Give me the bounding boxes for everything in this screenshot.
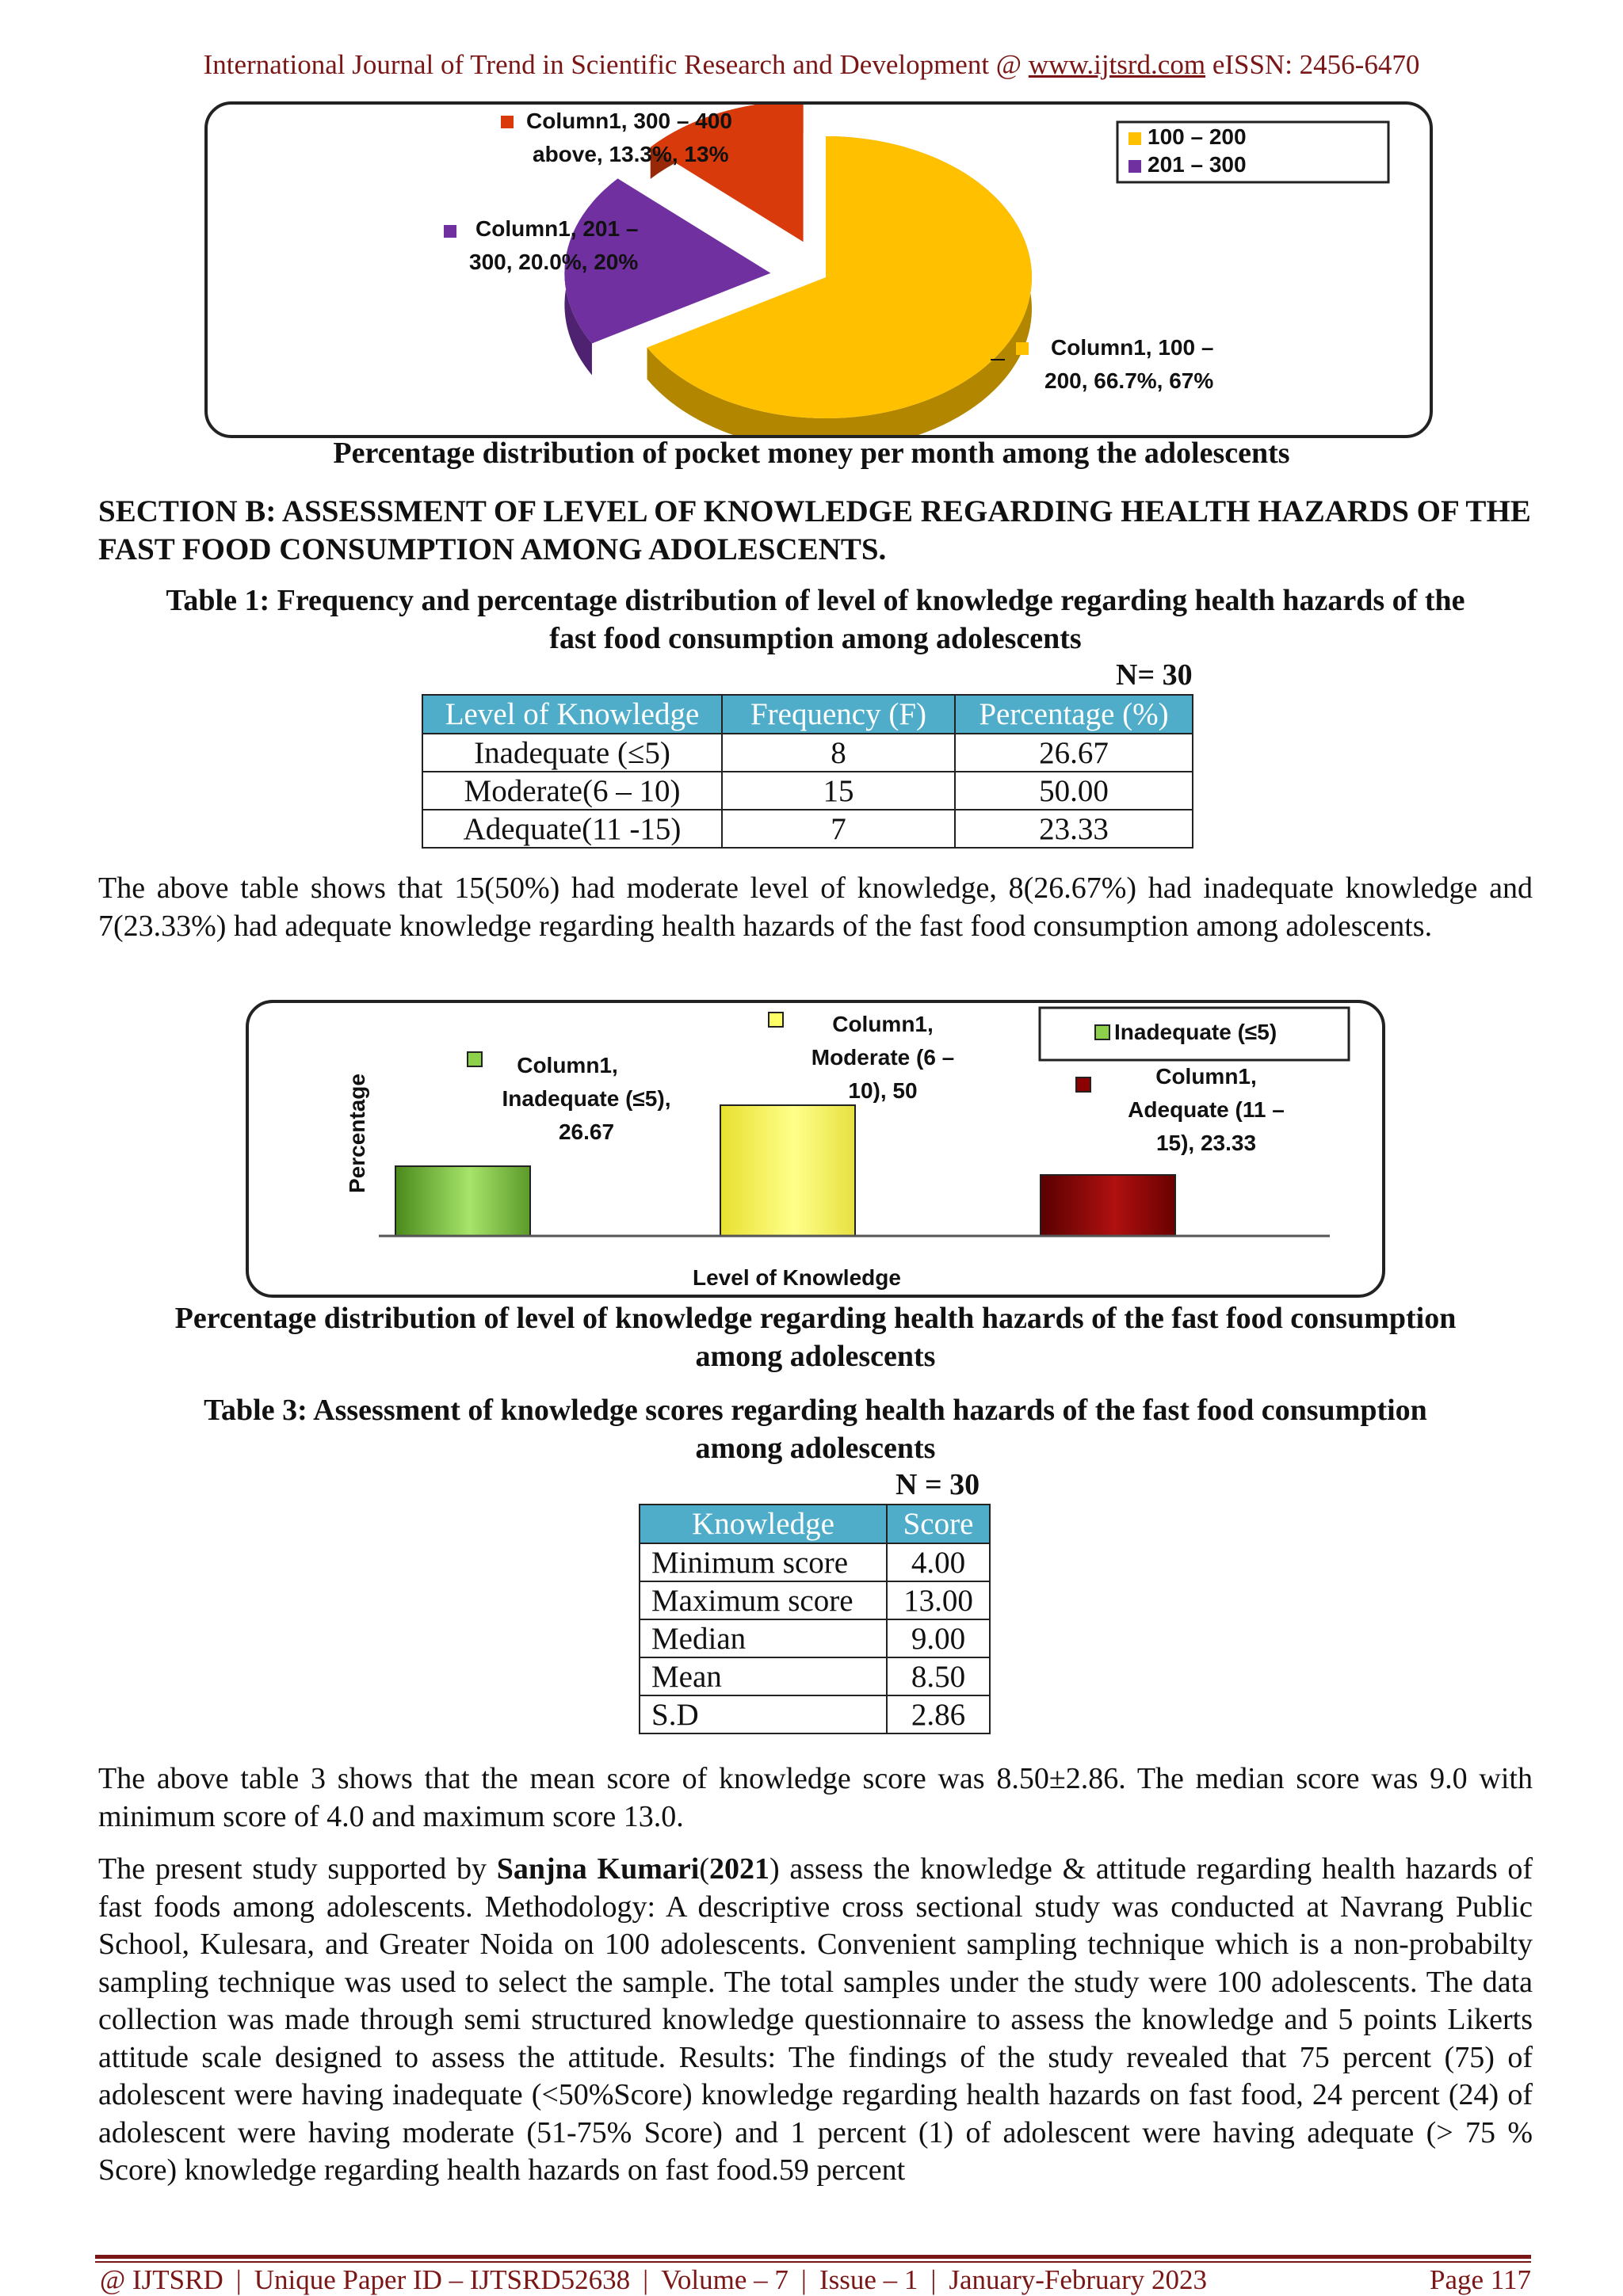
table1-cell: 7 <box>722 810 955 848</box>
bar-label-1-line2: Moderate (6 – <box>811 1045 955 1070</box>
bar-label-1-line1: Column1, <box>832 1012 934 1036</box>
bar-label-0-line1: Column1, <box>517 1053 618 1077</box>
bar-chart-frame <box>246 1000 1385 1298</box>
x-axis-label: Level of Knowledge <box>693 1265 901 1290</box>
pie-label-swatch-1 <box>444 225 456 238</box>
table3-cell: 8.50 <box>887 1657 990 1695</box>
journal-header <box>0 49 1623 81</box>
table3-cell: 4.00 <box>887 1543 990 1581</box>
bar-legend-label: Inadequate (≤5) <box>1114 1020 1277 1044</box>
journal-name: International Journal of Trend in Scientific Research and Development @ <box>203 49 1029 80</box>
table-row <box>640 1543 990 1581</box>
table3-header-row <box>640 1505 990 1543</box>
bar-label-swatch-2 <box>1076 1077 1090 1092</box>
table3-header-knowledge: Knowledge <box>640 1505 887 1543</box>
pie-label-0-line2: above, 13.3%, 13% <box>533 142 729 166</box>
y-axis-label: Percentage <box>345 1074 369 1193</box>
pie-label-1-line1: Column1, 201 – <box>475 216 639 241</box>
table1-title-line2: fast food consumption among adolescents <box>549 622 1082 655</box>
table3-cell: S.D <box>640 1695 887 1733</box>
para3-before: The present study supported by <box>98 1852 497 1886</box>
footer-page: Page 117 <box>1430 2264 1531 2295</box>
table1-header-row <box>422 695 1193 734</box>
pie-label-swatch-0 <box>501 116 514 128</box>
paragraph-table3-summary: The above table 3 shows that the mean score of knowledge score was 8.50±2.86. The median score was 9.0 with minimum score of 4.0 and maximum score 13.0. <box>98 1762 1533 1833</box>
pie-legend-swatch-0 <box>1128 132 1141 145</box>
pie-label-swatch-2 <box>1016 342 1029 355</box>
table1-title <box>98 582 1533 658</box>
pie-label-2-line1: Column1, 100 – <box>1051 335 1214 360</box>
table1-title-line1: Table 1: Frequency and percentage distribution of level of knowledge regarding health hazards of the <box>166 584 1465 617</box>
table-row <box>422 772 1193 810</box>
journal-url-link[interactable]: www.ijtsrd.com <box>1028 49 1206 80</box>
footer-volume: Volume – 7 <box>661 2264 789 2295</box>
pie-chart <box>208 105 1430 435</box>
table3-cell: 9.00 <box>887 1619 990 1657</box>
table1-header-level: Level of Knowledge <box>422 695 722 734</box>
figure1-caption: Percentage distribution of pocket money per month among the adolescents <box>333 437 1290 470</box>
para3-author: Sanjna Kumari <box>496 1852 700 1886</box>
table-row <box>640 1581 990 1619</box>
table3-n-label: N = 30 <box>896 1468 980 1501</box>
table3-cell: Minimum score <box>640 1543 887 1581</box>
pie-label-2-line2: 200, 66.7%, 67% <box>1044 368 1214 393</box>
table-row <box>640 1657 990 1695</box>
bar-label-2-line3: 15), 23.33 <box>1155 1131 1257 1155</box>
table1-n-label: N= 30 <box>1116 658 1193 692</box>
table-row <box>640 1619 990 1657</box>
table1-cell: 50.00 <box>955 772 1193 810</box>
journal-issn: eISSN: 2456-6470 <box>1205 49 1420 80</box>
table-row <box>422 734 1193 772</box>
table1-cell: 26.67 <box>955 734 1193 772</box>
pie-label-0-line1: Column1, 300 – 400 <box>526 109 732 133</box>
figure2-caption <box>98 1299 1533 1375</box>
table3-cell: Maximum score <box>640 1581 887 1619</box>
table3-title <box>98 1391 1533 1467</box>
table3-cell: 13.00 <box>887 1581 990 1619</box>
table1 <box>422 694 1193 849</box>
figure2-caption-line2: among adolescents <box>695 1340 936 1373</box>
para3-paren: ( <box>699 1852 709 1886</box>
bar-0 <box>395 1166 530 1236</box>
pie-label-1-line2: 300, 20.0%, 20% <box>469 250 639 274</box>
footer-paper-id: Unique Paper ID – IJTSRD52638 <box>254 2264 631 2295</box>
table1-cell: 23.33 <box>955 810 1193 848</box>
bar-chart <box>249 1003 1382 1295</box>
bar-label-swatch-1 <box>769 1013 783 1027</box>
bar-label-0-line2: Inadequate (≤5), <box>502 1086 671 1111</box>
table1-cell: 15 <box>722 772 955 810</box>
table3-header-score: Score <box>887 1505 990 1543</box>
bar-2 <box>1041 1175 1175 1236</box>
paragraph-table1-summary: The above table shows that 15(50%) had moderate level of knowledge, 8(26.67%) had inadequate knowledge and 7(23.33%) had adequate knowledge regarding health hazards of the fast food consumption among adolescents. <box>98 871 1533 943</box>
table-row <box>640 1695 990 1733</box>
bar-label-swatch-0 <box>468 1052 482 1066</box>
paragraph-supporting-study <box>98 1851 1533 2190</box>
table3-cell: 2.86 <box>887 1695 990 1733</box>
page-footer: @ IJTSRD | Unique Paper ID – IJTSRD52638 | Volume – 7 | Issue – 1 | January-February 2023 Page 117 <box>100 2264 1531 2295</box>
table3-cell: Mean <box>640 1657 887 1695</box>
table1-cell: Inadequate (≤5) <box>422 734 722 772</box>
footer-date: January-February 2023 <box>949 2264 1207 2295</box>
footer-rule-thick <box>95 2255 1531 2259</box>
table1-header-percentage: Percentage (%) <box>955 695 1193 734</box>
section-b-title: SECTION B: ASSESSMENT OF LEVEL OF KNOWLEDGE REGARDING HEALTH HAZARDS OF THE FAST FOOD CONSUMPTION AMONG ADOLESCENTS. <box>98 494 1531 566</box>
bar-label-1-line3: 10), 50 <box>848 1078 918 1103</box>
table3-cell: Median <box>640 1619 887 1657</box>
pie-legend-label-1: 201 – 300 <box>1148 152 1247 177</box>
figure2-caption-line1: Percentage distribution of level of knowledge regarding health hazards of the fast food consumption <box>174 1302 1457 1335</box>
bar-1 <box>720 1105 855 1236</box>
table1-cell: 8 <box>722 734 955 772</box>
bar-label-0-line3: 26.67 <box>558 1119 615 1144</box>
pie-legend-swatch-1 <box>1128 160 1141 173</box>
pie-legend-label-0: 100 – 200 <box>1148 124 1247 149</box>
bar-label-2-line1: Column1, <box>1155 1064 1257 1089</box>
bar-legend-swatch <box>1095 1025 1109 1039</box>
footer-rule-thin <box>95 2261 1531 2263</box>
table1-cell: Adequate(11 -15) <box>422 810 722 848</box>
pie-chart-frame <box>204 101 1433 438</box>
para3-after: ) assess the knowledge & attitude regarding health hazards of fast foods among adolescents. Methodology: A descriptive cross sectional study was conducted at Navrang Public School, Kulesara, and Greater Noida on 100 adolescents. Convenient sampling technique which is a non-probabilty sampling technique was used to select the sample. The total samples under the study were 100 adolescents. The data collection was made through semi structured knowledge questionnaire to assess the knowledge and 5 points Likerts attitude scale designed to assess the attitude. Results: The findings of the study revealed that 75 percent (75) of adolescent were having inadequate (<50%Score) knowledge regarding health hazards on fast food, 24 percent (24) of adolescent were having moderate (51-75% Score) and 1 percent (1) of adolescent were having adequate (> 75 % Score) knowledge regarding health hazards on fast food.59 percent <box>98 1852 1533 2187</box>
table3-title-line1: Table 3: Assessment of knowledge scores regarding health hazards of the fast food consumption <box>204 1394 1427 1427</box>
footer-issue: Issue – 1 <box>819 2264 918 2295</box>
table1-cell: Moderate(6 – 10) <box>422 772 722 810</box>
table-row <box>422 810 1193 848</box>
footer-publisher: @ IJTSRD <box>100 2264 223 2295</box>
bar-label-2-line2: Adequate (11 – <box>1128 1097 1285 1122</box>
table3 <box>639 1504 991 1734</box>
table1-header-frequency: Frequency (F) <box>722 695 955 734</box>
table3-title-line2: among adolescents <box>695 1432 936 1465</box>
para3-year: 2021 <box>708 1852 769 1886</box>
